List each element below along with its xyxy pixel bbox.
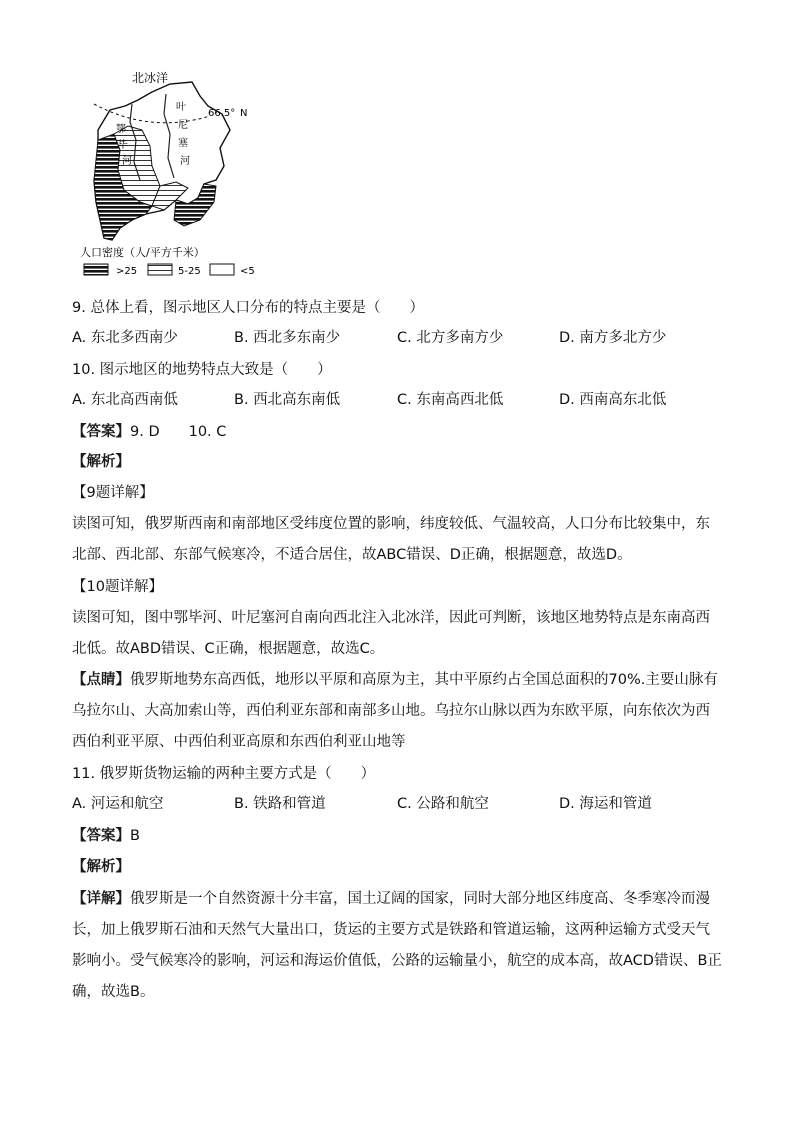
point-text: 俄罗斯地势东高西低，地形以平原和高原为主，其中平原约占全国总面积的70%.主要山脉有乌拉尔山、大高加索山等，西伯利亚东部和南部多山地。乌拉尔山脉以西为东欧平原，向东依次为西西伯利亚平原、中西伯利亚高原和东西伯利亚山地等	[72, 672, 718, 750]
point-block	[72, 665, 722, 758]
river1-char-2: 毕	[118, 140, 128, 151]
detail-9-heading: 【9题详解】	[72, 485, 154, 501]
river1-char-1: 鄂	[116, 124, 126, 135]
q11-option-c: C. 公路和航空	[397, 796, 489, 812]
sea-label: 北冰洋	[132, 71, 169, 85]
q10-option-b: B. 西北高东南低	[234, 392, 341, 408]
q10-stem: 10. 图示地区的地势特点大致是（ ）	[72, 362, 332, 378]
river2-char-3: 塞	[178, 138, 188, 149]
q10-option-c: C. 东南高西北低	[397, 392, 504, 408]
river2-char-2: 尼	[178, 120, 188, 131]
answer-1	[72, 422, 226, 442]
q9-option-a: A. 东北多西南少	[72, 330, 178, 346]
legend-swatch-mid	[148, 264, 172, 275]
lat-label: 66.5°	[208, 108, 236, 119]
q9-option-b: B. 西北多东南少	[234, 330, 341, 346]
map-svg	[80, 70, 270, 282]
analysis-2-heading: 【解析】	[72, 859, 130, 875]
river2-char-4: 河	[180, 156, 190, 167]
river2-char-1: 叶	[176, 102, 186, 113]
population-density-map	[80, 70, 270, 282]
q10-option-a: A. 东北高西南低	[72, 392, 178, 408]
q11-option-d: D. 海运和管道	[559, 796, 652, 812]
q11-stem: 11. 俄罗斯货物运输的两种主要方式是（ ）	[72, 766, 376, 782]
detail-10-heading: 【10题详解】	[72, 579, 163, 595]
answer-2	[72, 826, 140, 846]
river1-char-3: 河	[122, 156, 132, 167]
detail-10-text: 读图可知，图中鄂毕河、叶尼塞河自南向西北注入北冰洋，因此可判断，该地区地势特点是东南高西北低。故ABD错误、C正确，根据题意，故选C。	[72, 610, 710, 657]
legend-high: >25	[116, 266, 138, 277]
legend-mid: 5-25	[178, 266, 201, 277]
point-tag: 【点睛】	[72, 672, 130, 688]
answer-1-tag: 【答案】	[72, 424, 130, 440]
q11-option-a: A. 河运和航空	[72, 796, 164, 812]
answer-2-tag: 【答案】	[72, 828, 130, 844]
q11-option-b: B. 铁路和管道	[234, 796, 326, 812]
legend-swatch-low	[210, 264, 234, 275]
analysis-1-heading: 【解析】	[72, 454, 130, 470]
detail-11-text: 俄罗斯是一个自然资源十分丰富，国土辽阔的国家，同时大部分地区纬度高、冬季寒冷而漫长，加上俄罗斯石油和天然气大量出口，货运的主要方式是铁路和管道运输，这两种运输方式受天气影响小。受气候寒冷的影响，河运和海运价值低，公路的运输量小，航空的成本高，故ACD错误、B正确，故选B。	[72, 891, 722, 1000]
detail-9-text: 读图可知，俄罗斯西南和南部地区受纬度位置的影响，纬度较低、气温较高，人口分布比较集中，东北部、西北部、东部气候寒冷，不适合居住，故ABC错误、D正确，根据题意，故选D。	[72, 516, 710, 563]
detail-11-block	[72, 884, 722, 1008]
detail-11-tag: 【详解】	[72, 891, 130, 907]
n-label: N	[240, 108, 248, 119]
legend-title: 人口密度（人/平方千米）	[80, 246, 205, 259]
answer-2-text: B	[130, 828, 140, 844]
legend-low: <5	[240, 266, 255, 277]
q10-option-d: D. 西南高东北低	[559, 392, 667, 408]
answer-1-text: 9. D 10. C	[130, 424, 227, 440]
q9-option-c: C. 北方多南方少	[397, 330, 504, 346]
q9-option-d: D. 南方多北方少	[559, 330, 667, 346]
q9-stem: 9. 总体上看，图示地区人口分布的特点主要是（ ）	[72, 300, 424, 316]
legend-swatch-high	[84, 264, 108, 275]
